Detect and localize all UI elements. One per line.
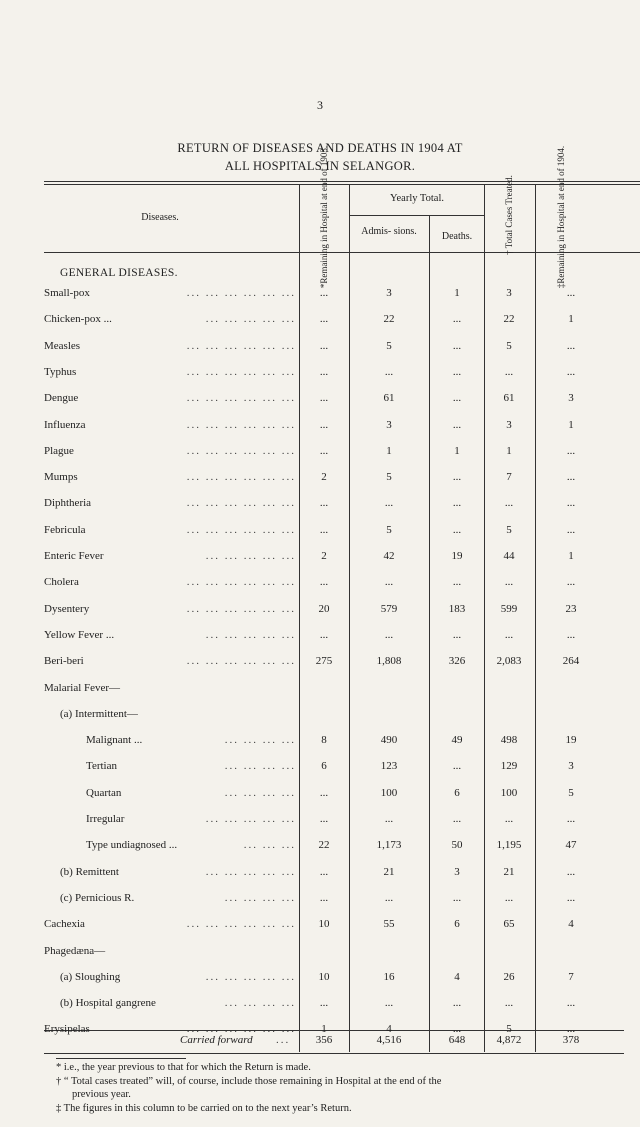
cell-admissions: ... [384, 628, 394, 641]
leader-dots: ... ... ... ... ... [205, 550, 296, 562]
disease-label: Dengue [44, 392, 79, 405]
cell-deaths: ... [452, 418, 462, 431]
cell-treated: 1,195 [496, 839, 522, 852]
leader-dots: ... ... ... ... ... ... [186, 497, 296, 510]
cell-rem-end: 19 [565, 734, 577, 747]
cell-admissions: ... [384, 813, 394, 825]
cell-treated: ... [504, 497, 514, 510]
cell-rem-end: 1 [568, 313, 574, 326]
cell-deaths: 183 [448, 602, 466, 615]
cell-deaths: ... [452, 760, 462, 773]
cell-rem-start: ... [319, 786, 329, 799]
disease-label: Influenza [44, 418, 86, 431]
header-remaining-start: *Remaining in Hospital at end of 1903. [319, 145, 329, 289]
table-top-rule-double [44, 184, 640, 185]
cell-deaths: ... [452, 891, 462, 904]
cell-treated: ... [504, 891, 514, 904]
table-row [0, 524, 640, 540]
cell-rem-start: ... [319, 313, 329, 326]
header-bottom-rule [44, 252, 640, 253]
cell-admissions: ... [384, 497, 394, 510]
leader-dots: ... ... ... ... ... ... [186, 1023, 296, 1036]
disease-label: Plague [44, 444, 74, 457]
cell-rem-start: ... [319, 418, 329, 431]
cell-rem-end: 3 [568, 760, 574, 773]
cell-admissions: 22 [383, 313, 395, 326]
disease-label: Quartan [86, 786, 122, 799]
cell-admissions: ... [384, 365, 394, 378]
leader-dots: ... ... ... ... [224, 734, 296, 747]
cell-deaths: 50 [451, 839, 463, 852]
cell-admissions: 3 [386, 287, 392, 299]
cell-rem-end: 1 [568, 550, 574, 562]
cell-rem-start: ... [319, 392, 329, 405]
disease-label: Febricula [44, 523, 86, 536]
cell-admissions: ... [384, 576, 394, 589]
table-row [0, 340, 640, 356]
disease-label: Cholera [44, 576, 79, 589]
cell-treated: 21 [503, 865, 515, 878]
cell-rem-end: 5 [568, 786, 574, 799]
cell-rem-start: ... [319, 444, 329, 457]
leader-dots: ... ... ... ... ... ... [186, 918, 296, 931]
cell-deaths: 3 [454, 865, 460, 878]
cell-admissions: 55 [383, 918, 395, 931]
cell-rem-start: ... [319, 497, 329, 510]
table-row [0, 892, 640, 908]
cell-admissions: 100 [380, 786, 398, 799]
cell-treated: ... [504, 365, 514, 378]
cell-rem-start: ... [319, 865, 329, 878]
cell-rem-end: ... [566, 891, 576, 904]
leader-dots: ... ... ... ... ... [205, 313, 296, 326]
cell-rem-start: ... [319, 891, 329, 904]
cell-admissions: 1,808 [376, 655, 402, 668]
cell-admissions: 3 [386, 418, 392, 431]
cell-rem-end: ... [566, 628, 576, 641]
table-row [0, 445, 640, 461]
cell-treated: 3 [506, 287, 512, 299]
disease-label: (b) Remittent [60, 865, 119, 878]
cell-admissions: 579 [380, 602, 398, 615]
cell-treated: 5 [506, 1023, 512, 1036]
cell-rem-start: 6 [321, 760, 327, 773]
cell-rem-start: ... [319, 813, 329, 825]
table-row [0, 576, 640, 592]
cell-deaths: ... [452, 1023, 462, 1036]
disease-label: (a) Sloughing [60, 970, 121, 983]
cell-admissions: 5 [386, 339, 392, 352]
carried-admissions: 4,516 [376, 1034, 402, 1046]
disease-label: Malarial Fever— [44, 681, 121, 694]
footnote-2: † “ Total cases treated” will, of course, include those remaining in Hospital at the end of the [56, 1076, 442, 1087]
page-number: 3 [317, 98, 323, 112]
cell-admissions: 5 [386, 471, 392, 484]
carried-rem-start: 356 [315, 1034, 333, 1046]
leader-dots: ... ... ... ... ... ... [186, 444, 296, 457]
disease-label: Malignant ... [86, 734, 143, 747]
table-row [0, 734, 640, 750]
table-row [0, 918, 640, 934]
table-row [0, 866, 640, 882]
cell-rem-start: 2 [321, 471, 327, 484]
disease-label: Chicken-pox ... [44, 313, 112, 326]
cell-rem-start: ... [319, 339, 329, 352]
table-row [0, 839, 640, 855]
cell-admissions: 1 [386, 444, 392, 457]
cell-admissions: 61 [383, 392, 395, 405]
disease-label: Erysipelas [44, 1023, 90, 1036]
disease-label: Cachexia [44, 918, 85, 931]
cell-admissions: ... [384, 891, 394, 904]
cell-admissions: 16 [383, 970, 395, 983]
disease-label: Phagedæna— [44, 944, 106, 957]
carried-forward-dots: ... [276, 1034, 291, 1046]
footnote-1: * i.e., the year previous to that for which the Return is made. [56, 1062, 311, 1073]
cell-deaths: 19 [451, 550, 463, 562]
cell-treated: 44 [503, 550, 515, 562]
leader-dots: ... ... ... ... ... ... [186, 418, 296, 431]
cell-rem-start: 1 [321, 1023, 327, 1036]
cell-deaths: 6 [454, 786, 460, 799]
carried-deaths: 648 [448, 1034, 466, 1046]
cell-rem-start: ... [319, 997, 329, 1010]
cell-admissions: 4 [386, 1023, 392, 1036]
leader-dots: ... ... ... ... ... ... [186, 392, 296, 405]
cell-deaths: ... [452, 576, 462, 589]
cell-treated: 5 [506, 339, 512, 352]
table-row [0, 945, 640, 961]
section-title: GENERAL DISEASES. [60, 267, 178, 279]
cell-rem-end: ... [566, 339, 576, 352]
cell-rem-start: ... [319, 576, 329, 589]
leader-dots: ... ... ... ... ... ... [186, 602, 296, 615]
disease-label: Typhus [44, 365, 77, 378]
cell-rem-end: ... [566, 471, 576, 484]
cell-admissions: 490 [380, 734, 398, 747]
cell-rem-end: ... [566, 365, 576, 378]
table-row [0, 419, 640, 435]
leader-dots: ... ... ... ... ... [205, 813, 296, 825]
cell-rem-end: ... [566, 576, 576, 589]
table-top-rule [44, 181, 640, 182]
cell-treated: 2,083 [496, 655, 522, 668]
table-row [0, 497, 640, 513]
cell-treated: ... [504, 813, 514, 825]
disease-label: Diphtheria [44, 497, 92, 510]
cell-admissions: ... [384, 997, 394, 1010]
disease-label: (b) Hospital gangrene [60, 997, 156, 1010]
carried-rem-end: 378 [562, 1034, 580, 1046]
cell-rem-start: ... [319, 523, 329, 536]
cell-rem-end: ... [566, 997, 576, 1010]
cell-rem-start: 10 [318, 970, 330, 983]
cell-rem-end: ... [566, 523, 576, 536]
cell-treated: 129 [500, 760, 518, 773]
cell-admissions: 21 [383, 865, 395, 878]
cell-rem-end: 7 [568, 970, 574, 983]
cell-deaths: ... [452, 997, 462, 1010]
cell-rem-start: ... [319, 287, 329, 299]
cell-treated: 65 [503, 918, 515, 931]
cell-deaths: ... [452, 339, 462, 352]
leader-dots: ... ... ... ... ... ... [186, 287, 296, 299]
cell-deaths: ... [452, 523, 462, 536]
header-deaths: Deaths. [441, 231, 473, 242]
cell-deaths: ... [452, 497, 462, 510]
header-yearly-total: Yearly Total. [389, 193, 444, 204]
cell-deaths: ... [452, 313, 462, 326]
cell-deaths: 49 [451, 734, 463, 747]
leader-dots: ... ... ... ... [224, 786, 296, 799]
cell-rem-end: 3 [568, 392, 574, 405]
page-subtitle: ALL HOSPITALS IN SELANGOR. [224, 159, 416, 173]
header-diseases: Diseases. [141, 212, 179, 223]
disease-label: Mumps [44, 471, 78, 484]
table-row [0, 997, 640, 1013]
cell-treated: ... [504, 997, 514, 1010]
yearly-subheader-rule [350, 215, 484, 216]
cell-rem-end: 1 [568, 418, 574, 431]
cell-rem-end: 23 [565, 602, 577, 615]
disease-label: Measles [44, 339, 81, 352]
cell-treated: 599 [500, 602, 518, 615]
cell-deaths: 1 [454, 287, 460, 299]
cell-treated: 498 [500, 734, 518, 747]
table-row [0, 760, 640, 776]
table-row [0, 366, 640, 382]
cell-treated: 100 [500, 786, 518, 799]
table-row [0, 682, 640, 698]
disease-label: (c) Pernicious R. [60, 891, 135, 904]
disease-label: Enteric Fever [44, 550, 104, 562]
footnote-2-cont: previous year. [72, 1089, 131, 1100]
cell-admissions: 42 [383, 550, 395, 562]
leader-dots: ... ... ... ... ... ... [186, 655, 296, 668]
cell-rem-start: 8 [321, 734, 327, 747]
cell-treated: 61 [503, 392, 515, 405]
header-remaining-end: ‡Remaining in Hospital at end of 1904. [556, 145, 566, 289]
cell-treated: 3 [506, 418, 512, 431]
cell-deaths: 4 [454, 970, 460, 983]
leader-dots: ... ... ... ... ... ... [186, 576, 296, 589]
cell-rem-end: ... [566, 813, 576, 825]
leader-dots: ... ... ... ... ... ... [186, 365, 296, 378]
header-total-treated: † Total Cases Treated. [504, 175, 514, 255]
disease-label: (a) Intermittent— [60, 707, 138, 720]
table-row [0, 392, 640, 408]
page-title: RETURN OF DISEASES AND DEATHS IN 1904 AT [177, 141, 463, 155]
leader-dots: ... ... ... ... ... [205, 970, 296, 983]
disease-label: Dysentery [44, 602, 90, 615]
leader-dots: ... ... ... ... ... [205, 865, 296, 878]
cell-deaths: ... [452, 628, 462, 641]
table-row [0, 813, 640, 829]
disease-label: Type undiagnosed ... [86, 839, 178, 852]
disease-label: Beri-beri [44, 655, 84, 668]
cell-admissions: 123 [380, 760, 398, 773]
table-row [0, 655, 640, 671]
carried-bottom-rule [44, 1053, 624, 1054]
leader-dots: ... ... ... ... [224, 997, 296, 1010]
cell-treated: 7 [506, 471, 512, 484]
header-admissions: Admis- sions. [361, 226, 417, 237]
cell-deaths: ... [452, 471, 462, 484]
table-row [0, 287, 640, 303]
footnote-rule [56, 1058, 186, 1059]
cell-deaths: ... [452, 813, 462, 825]
cell-treated: 1 [506, 444, 512, 457]
cell-admissions: 5 [386, 523, 392, 536]
leader-dots: ... ... ... ... ... [205, 628, 296, 641]
carried-forward-row [0, 1034, 640, 1050]
cell-rem-end: ... [566, 287, 576, 299]
cell-rem-end: ... [566, 1023, 576, 1036]
table-row [0, 550, 640, 566]
cell-admissions: 1,173 [376, 839, 402, 852]
cell-deaths: 6 [454, 918, 460, 931]
leader-dots: ... ... ... ... [224, 760, 296, 773]
table-row [0, 787, 640, 803]
table-row [0, 313, 640, 329]
cell-rem-start: 22 [318, 839, 330, 852]
disease-label: Tertian [86, 760, 117, 773]
carried-forward-label: Carried forward [180, 1034, 253, 1046]
cell-deaths: ... [452, 392, 462, 405]
table-row [0, 471, 640, 487]
cell-rem-start: 275 [315, 655, 333, 668]
cell-rem-start: 20 [318, 602, 330, 615]
cell-treated: 22 [503, 313, 515, 326]
footnote-3: ‡ The figures in this column to be carried on to the next year’s Return. [56, 1103, 352, 1114]
table-row [0, 971, 640, 987]
carried-treated: 4,872 [496, 1034, 522, 1046]
cell-treated: ... [504, 576, 514, 589]
table-row [0, 603, 640, 619]
disease-label: Small-pox [44, 287, 90, 299]
cell-treated: 26 [503, 970, 515, 983]
cell-deaths: 326 [448, 655, 466, 668]
cell-rem-end: 264 [562, 655, 580, 668]
cell-deaths: ... [452, 365, 462, 378]
cell-rem-end: 4 [568, 918, 574, 931]
cell-treated: ... [504, 628, 514, 641]
cell-rem-end: 47 [565, 839, 577, 852]
disease-label: Irregular [86, 813, 125, 825]
table-row [0, 629, 640, 645]
cell-rem-start: 2 [321, 550, 327, 562]
cell-rem-end: ... [566, 497, 576, 510]
table-row [0, 708, 640, 724]
cell-rem-start: 10 [318, 918, 330, 931]
cell-deaths: 1 [454, 444, 460, 457]
cell-rem-start: ... [319, 628, 329, 641]
disease-label: Yellow Fever ... [44, 628, 115, 641]
cell-treated: 5 [506, 523, 512, 536]
leader-dots: ... ... ... ... ... ... [186, 471, 296, 484]
leader-dots: ... ... ... [243, 839, 296, 852]
leader-dots: ... ... ... ... [224, 891, 296, 904]
cell-rem-end: ... [566, 865, 576, 878]
cell-rem-start: ... [319, 365, 329, 378]
leader-dots: ... ... ... ... ... ... [186, 339, 296, 352]
leader-dots: ... ... ... ... ... ... [186, 523, 296, 536]
cell-rem-end: ... [566, 444, 576, 457]
